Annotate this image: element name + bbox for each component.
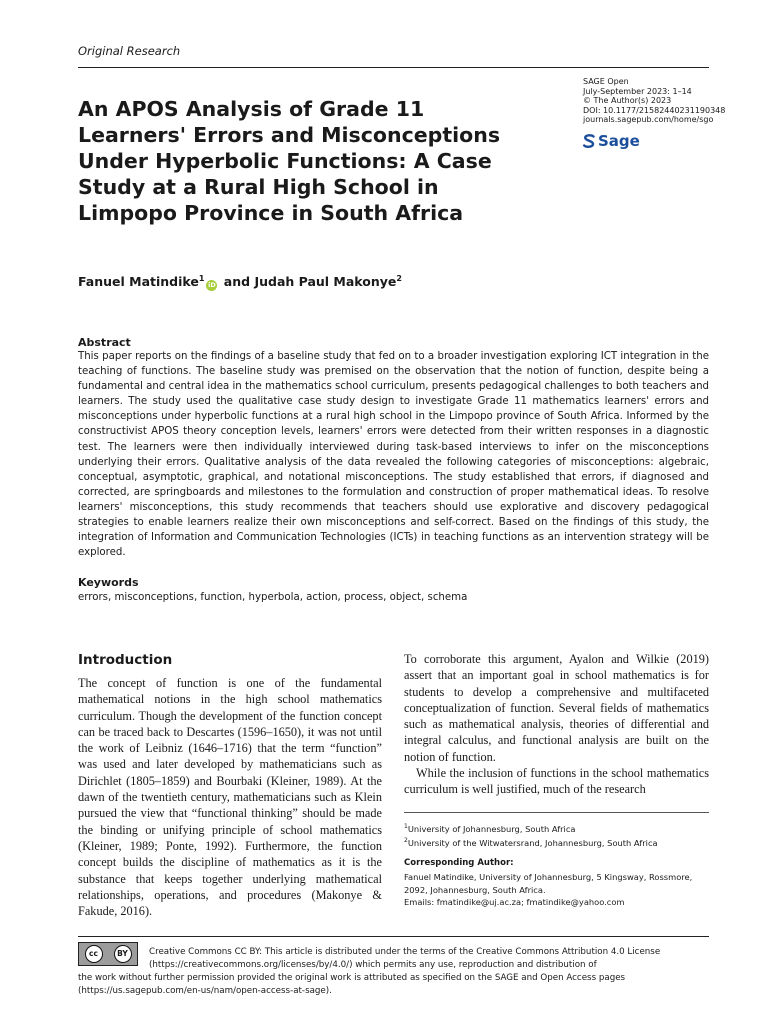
affiliation-1: [404, 821, 658, 835]
affiliation-text: University of the Witwatersrand, Johannesburg, South Africa: [407, 837, 658, 848]
author-name: Judah Paul Makonye: [254, 274, 397, 290]
license-text: [149, 946, 709, 972]
author-name: Fanuel Matindike: [78, 274, 199, 290]
introduction-heading: Introduction: [78, 652, 173, 668]
author-list: [78, 274, 402, 291]
license-link[interactable]: (https://us.sagepub.com/en-us/nam/open-access-at-sage).: [78, 986, 332, 996]
author-joiner: and: [219, 274, 255, 290]
abstract-text: This paper reports on the findings of a baseline study that fed on to a broader investigation exploring ICT integration in the teaching of functions. The baseline study was premised on the observation that the notion of function, despite being a fundamental and central idea in the mathematics school curriculum, presents pedagogical challenges to both teachers and learners. The study used the qualitative case study design to investigate Grade 11 mathematics learners' errors and misconceptions under hyperbolic functions at a rural high school in the Limpopo province of South Africa. Informed by the constructivist APOS theory conception levels, learners' errors were detected from their written responses in a diagnostic test. The learners were then individually interviewed during task-based interviews to infer on the misconceptions underlying their errors. Qualitative analysis of the data revealed the following categories of misconceptions: algebraic, conceptual, asymptotic, graphical, and notational misconceptions. The study established that errors, if diagnosed and corrected, are springboards and milestones to the formulation and construction of proper mathematical ideas. To resolve learners' misconceptions, this study recommends that teachers should use explorative and discovery pedagogical strategies to enable learners realize their own misconceptions and self-correct. Based on the findings of this study, the integration of Information and Communication Technologies (ICTs) in teaching functions as an intervention strategy will be explored.: [78, 351, 709, 559]
cc-by-license-badge[interactable]: [78, 942, 138, 966]
introduction-column-right: [404, 651, 709, 798]
keywords-text: errors, misconceptions, function, hyperbola, action, process, object, schema: [78, 592, 468, 603]
abstract-heading: Abstract: [78, 336, 131, 349]
license-line: Creative Commons CC BY: This article is distributed under the terms of the Creative Commons Attribution 4.0 License: [149, 947, 661, 957]
journal-name: SAGE Open: [583, 77, 629, 86]
corresponding-author-details: [404, 871, 692, 909]
cc-icon: cc: [85, 945, 103, 963]
journal-copyright: © The Author(s) 2023: [583, 96, 672, 106]
by-icon: BY: [114, 945, 132, 963]
paragraph: To corroborate this argument, Ayalon and Wilkie (2019) assert that an important goal in school mathematics is for students to develop a comprehensive and multifaceted conceptualization of function. Several fields of mathematics such as mathematical analysis, theories of differential and integral calculus, and functional analysis are built on the notion of function.: [404, 652, 709, 764]
keywords-heading: Keywords: [78, 576, 139, 589]
introduction-column-left: The concept of function is one of the fundamental mathematical notions in the high school mathematics curriculum. Though the development of the function concept can be traced back to Descartes (1596–1650), it was not until the work of Leibniz (1646–1716) that the term “function” was used and later developed by mathematicians such as Dirichlet (1805–1859) and Bourbaki (Kleiner, 1989). At the dawn of the twentieth century, mathematicians such as Klein pursued the view that “functional thinking” should be made the binding or unifying principle of school mathematics (Kleiner, 1989; Ponte, 1992). Furthermore, the function concept builds the discipline of mathematics as it is the substance that keeps together underlying mathematical relationships, operations, and procedures (Makonye & Fakude, 2016).: [78, 676, 382, 919]
sage-logo: [583, 132, 640, 150]
journal-url[interactable]: journals.sagepub.com/home/sgo: [583, 115, 714, 125]
journal-info: [583, 77, 725, 125]
affiliation-marker: 1: [198, 274, 205, 283]
corresponding-line: Fanuel Matindike, University of Johannesburg, 5 Kingsway, Rossmore,: [404, 872, 693, 882]
affiliations: [404, 821, 658, 849]
sage-logo-icon: [583, 134, 595, 148]
corresponding-line: 2092, Johannesburg, South Africa.: [404, 884, 546, 895]
affiliation-text: University of Johannesburg, South Africa: [407, 823, 576, 834]
paragraph: While the inclusion of functions in the school mathematics curriculum is well justified, much of the research: [404, 766, 709, 797]
corresponding-author-heading: Corresponding Author:: [404, 858, 514, 868]
journal-doi[interactable]: DOI: 10.1177/21582440231190348: [583, 105, 726, 115]
orcid-icon[interactable]: iD: [208, 281, 216, 290]
top-divider: [78, 67, 709, 68]
footnote-divider: [404, 812, 709, 813]
sage-logo-text: Sage: [598, 132, 640, 150]
license-text-continued: [78, 972, 709, 998]
journal-issue: July-September 2023: 1–14: [583, 86, 692, 96]
affiliation-marker: 1: [404, 823, 408, 830]
affiliation-marker: 2: [396, 274, 402, 283]
license-line: the work without further permission provided the original work is attributed as specified on the SAGE and Open Access pages: [78, 973, 626, 983]
paper-title: An APOS Analysis of Grade 11 Learners' Errors and Misconceptions Under Hyperbolic Functions: A Case Study at a Rural High School in Limpopo Province in South Africa: [78, 97, 501, 225]
section-label: Original Research: [78, 44, 181, 58]
license-divider: [78, 936, 709, 937]
license-link[interactable]: (https://creativecommons.org/licenses/by/4.0/) which permits any use, reproduction and distribution of: [149, 960, 597, 970]
corresponding-emails[interactable]: Emails: fmatindike@uj.ac.za; fmatindike@yahoo.com: [404, 897, 625, 907]
affiliation-marker: 2: [404, 836, 408, 844]
affiliation-2: [404, 835, 658, 849]
